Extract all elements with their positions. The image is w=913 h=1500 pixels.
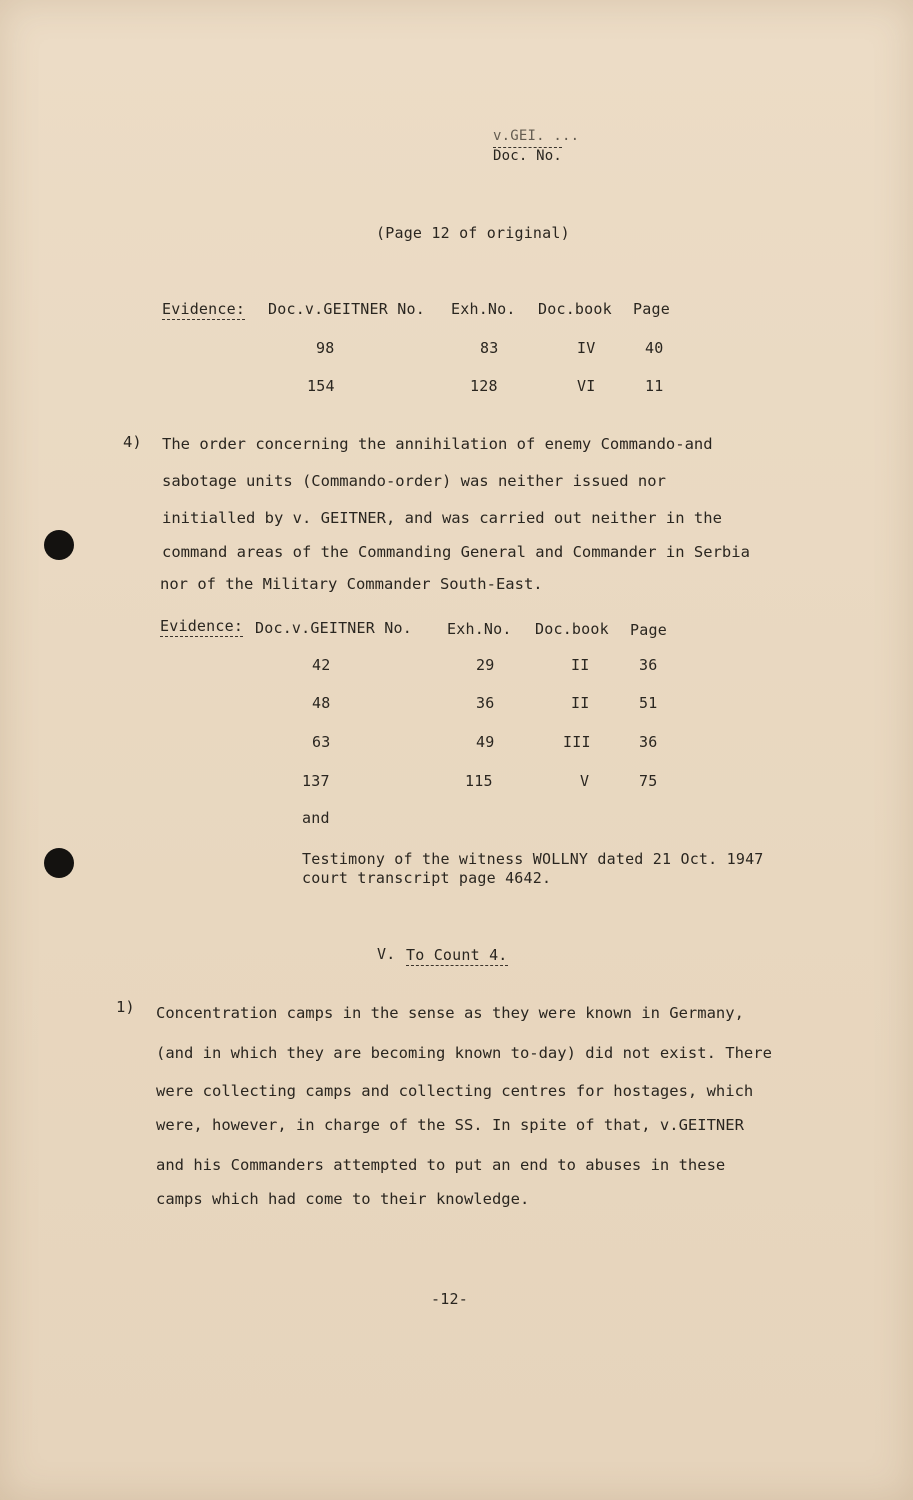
paragraph-line: were, however, in charge of the SS. In spite of that, v.GEITNER	[156, 1116, 744, 1134]
table-cell: 154	[307, 377, 335, 395]
paragraph-line: were collecting camps and collecting centres for hostages, which	[156, 1082, 754, 1100]
paragraph-line: Concentration camps in the sense as they were known in Germany,	[156, 1004, 744, 1022]
page-number: -12-	[431, 1290, 468, 1308]
evidence-label: Evidence:	[162, 300, 246, 318]
table-cell: II	[571, 694, 590, 712]
doc-stamp: v.GEI. ...	[493, 128, 580, 144]
point-number: 4)	[123, 433, 142, 451]
paragraph-line: The order concerning the annihilation of enemy Commando-and	[162, 435, 713, 453]
table-cell: 75	[639, 772, 658, 790]
col-header-exh: Exh.No.	[447, 620, 512, 638]
table-cell: 115	[465, 772, 493, 790]
paragraph-line: (and in which they are becoming known to-day) did not exist. There	[156, 1044, 772, 1062]
col-header-docbook: Doc.book	[538, 300, 612, 318]
table-cell: 48	[312, 694, 331, 712]
table-cell: 49	[476, 733, 495, 751]
table-cell: II	[571, 656, 590, 674]
paragraph-line: nor of the Military Commander South-East.	[160, 575, 543, 593]
table-cell: 36	[639, 656, 658, 674]
col-header-docbook: Doc.book	[535, 620, 609, 638]
section-title: To Count 4.	[406, 946, 508, 964]
table-cell: VI	[577, 377, 596, 395]
binder-hole-bottom	[44, 848, 74, 878]
table-cell: 63	[312, 733, 331, 751]
page-reference: (Page 12 of original)	[376, 224, 570, 242]
table-cell: 137	[302, 772, 330, 790]
evidence-label: Evidence:	[160, 617, 244, 635]
table-cell: 36	[476, 694, 495, 712]
table-cell: IV	[577, 339, 596, 357]
col-header-doc: Doc.v.GEITNER No.	[268, 300, 425, 318]
col-header-page: Page	[633, 300, 670, 318]
table-cell: 11	[645, 377, 664, 395]
paragraph-line: command areas of the Commanding General and Commander in Serbia	[162, 543, 750, 561]
table-cell: 42	[312, 656, 331, 674]
table-cell: III	[563, 733, 591, 751]
table-cell: 36	[639, 733, 658, 751]
table-cell: 29	[476, 656, 495, 674]
col-header-doc: Doc.v.GEITNER No.	[255, 619, 412, 637]
table-cell: 128	[470, 377, 498, 395]
col-header-page: Page	[630, 621, 667, 639]
binder-hole-top	[44, 530, 74, 560]
and-text: and	[302, 809, 330, 827]
testimony-line: court transcript page 4642.	[302, 869, 552, 887]
table-cell: 51	[639, 694, 658, 712]
table-cell: 98	[316, 339, 335, 357]
paragraph-line: camps which had come to their knowledge.	[156, 1190, 530, 1208]
table-cell: 40	[645, 339, 664, 357]
testimony-line: Testimony of the witness WOLLNY dated 21 Oct. 1947	[302, 850, 764, 868]
col-header-exh: Exh.No.	[451, 300, 516, 318]
table-cell: 83	[480, 339, 499, 357]
paragraph-line: sabotage units (Commando-order) was neither issued nor	[162, 472, 666, 490]
doc-number-label: Doc. No.	[493, 148, 563, 164]
paragraph-line: initialled by v. GEITNER, and was carried out neither in the	[162, 509, 722, 527]
paragraph-line: and his Commanders attempted to put an end to abuses in these	[156, 1156, 726, 1174]
point-number: 1)	[116, 998, 135, 1016]
section-prefix: V.	[377, 945, 396, 963]
table-cell: V	[580, 772, 590, 790]
